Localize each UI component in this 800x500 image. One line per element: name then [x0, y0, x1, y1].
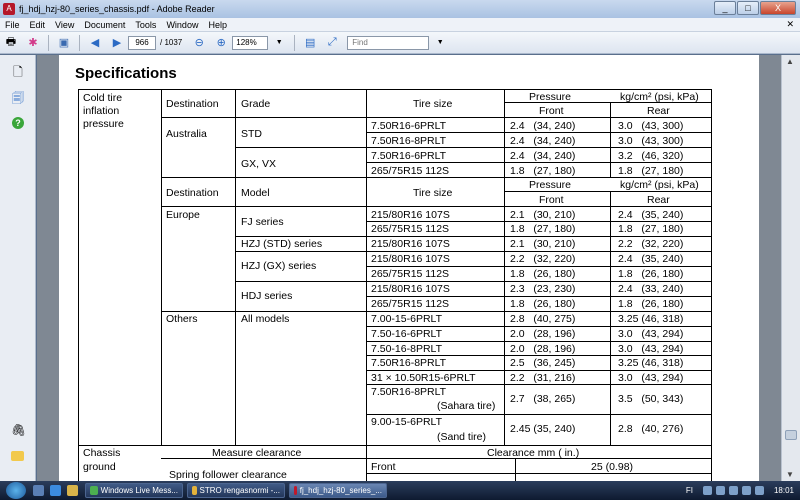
collaborate-icon[interactable]: ✱ — [28, 37, 38, 49]
tire-size: 215/80R16 107S — [371, 283, 450, 295]
table-line — [161, 177, 711, 178]
header-pressure: Pressure — [529, 179, 572, 191]
tire-size: 265/75R15 112S — [371, 268, 450, 280]
tray-app-icon[interactable] — [729, 486, 738, 495]
header-destination: Destination — [166, 98, 219, 110]
scroll-up-icon[interactable]: ▲ — [786, 57, 794, 66]
task-windows-live[interactable] — [85, 483, 183, 498]
rear-pressure: 3.0 (43, 300) — [618, 120, 684, 132]
rear-pressure: 1.8 (27, 180) — [618, 223, 684, 235]
help-icon[interactable]: ? — [12, 117, 24, 129]
rear-pressure: 3.5 (50, 343) — [618, 393, 684, 405]
navigation-pane — [0, 55, 36, 481]
rear-pressure: 2.8 (40, 276) — [618, 423, 684, 435]
spring-follower-label: Spring follower clearance — [169, 469, 287, 481]
comment-icon[interactable] — [11, 451, 24, 461]
rear-pressure: 3.25 (46, 318) — [618, 357, 684, 369]
front-pressure: 1.8 (26, 180) — [510, 298, 576, 310]
toolbar-separator — [48, 35, 49, 51]
network-icon[interactable] — [703, 486, 712, 495]
dest-others: Others — [166, 313, 198, 325]
tire-size: 31 × 10.50R15-6PRLT — [371, 372, 476, 384]
language-indicator[interactable]: FI — [685, 486, 693, 495]
header-unit: kg/cm² (psi, kPa) — [620, 91, 699, 103]
header-unit: kg/cm² (psi, kPa) — [620, 179, 699, 191]
table-border — [78, 89, 711, 90]
clock[interactable]: 18:01 — [773, 486, 794, 495]
menu-file[interactable]: File — [5, 19, 20, 30]
rear-pressure: 3.0 (43, 294) — [618, 343, 684, 355]
menu-help[interactable]: Help — [208, 19, 227, 30]
window-title: fj_hdj_hzj-80_series_chassis.pdf - Adobe Reader — [19, 4, 215, 14]
clearance-unit-header: Clearance mm ( in.) — [487, 447, 580, 459]
task-adobe-reader[interactable] — [289, 483, 387, 498]
system-tray — [686, 486, 800, 495]
table-line — [366, 473, 711, 474]
header-front: Front — [539, 194, 564, 206]
front-pressure: 2.1 (30, 210) — [510, 209, 576, 221]
rear-pressure: 2.2 (32, 220) — [618, 238, 684, 250]
rear-pressure: 3.0 (43, 294) — [618, 372, 684, 384]
cold-tire-label: pressure — [83, 118, 124, 130]
tire-size: 265/75R15 112S — [371, 298, 450, 310]
header-front: Front — [539, 105, 564, 117]
chassis-label: ground — [83, 461, 116, 473]
ie-icon[interactable] — [50, 485, 61, 496]
tire-size: 7.50R16-8PRLT — [371, 135, 447, 147]
bookmarks-icon[interactable]: 🗐 — [12, 90, 24, 105]
front-pressure: 2.0 (28, 196) — [510, 328, 576, 340]
chassis-label: Chassis — [83, 447, 121, 459]
front-pressure: 2.8 (40, 275) — [510, 313, 576, 325]
tire-size: 265/75R15 112S — [371, 165, 450, 177]
rear-pressure: 2.4 (35, 240) — [618, 209, 684, 221]
front-clearance-value: 25 (0.98) — [591, 461, 634, 473]
close-button[interactable]: X — [760, 1, 796, 15]
toolbar — [0, 32, 800, 54]
tire-note: (Sand tire) — [437, 431, 487, 443]
cold-tire-label: Cold tire — [83, 92, 123, 104]
document-close-icon[interactable]: ✕ — [786, 19, 794, 29]
table-line — [235, 236, 711, 237]
dest-australia: Australia — [166, 128, 207, 140]
table-line — [366, 384, 711, 385]
tray-app-icon[interactable] — [755, 486, 764, 495]
fit-width-icon[interactable]: ⤢ — [327, 36, 337, 48]
grade-gxvx: GX, VX — [241, 158, 277, 170]
tire-size: 7.50R16-6PRLT — [371, 120, 447, 132]
table-line — [235, 251, 711, 252]
model-hzj-gx: HZJ (GX) series — [241, 260, 317, 272]
vertical-scrollbar[interactable] — [781, 55, 800, 481]
find-input[interactable]: Find — [347, 36, 429, 50]
header-tire-size: Tire size — [413, 98, 453, 110]
next-page-icon[interactable]: ▶ — [112, 37, 122, 49]
taskbar — [0, 481, 800, 500]
fit-page-icon[interactable]: ▤ — [305, 37, 316, 49]
attachment-icon[interactable]: 🖇 — [11, 423, 27, 437]
rear-pressure: 1.8 (27, 180) — [618, 165, 684, 177]
measure-clearance-header: Measure clearance — [212, 447, 302, 459]
menu-bar — [0, 18, 800, 32]
folder-icon[interactable] — [67, 485, 78, 496]
menu-document[interactable]: Document — [84, 19, 126, 30]
table-line — [610, 102, 611, 177]
pdf-page — [59, 55, 759, 481]
table-line — [161, 206, 711, 207]
toolbar-separator — [79, 35, 80, 51]
front-pressure: 2.4 (34, 240) — [510, 150, 576, 162]
task-stro[interactable] — [187, 483, 285, 498]
table-line — [78, 445, 711, 446]
table-line — [366, 370, 711, 371]
model-hdj: HDJ series — [241, 290, 293, 302]
front-pressure: 1.8 (26, 180) — [510, 268, 576, 280]
front-pressure: 2.2 (31, 216) — [510, 372, 576, 384]
header-rear: Rear — [647, 194, 670, 206]
table-line — [366, 266, 711, 267]
adobe-reader-icon — [294, 486, 297, 495]
table-line — [235, 147, 711, 148]
page-total: / 1037 — [160, 38, 183, 47]
front-pressure: 2.2 (32, 220) — [510, 253, 576, 265]
minimize-button[interactable]: _ — [714, 1, 736, 15]
tire-size: 7.50-16-8PRLT — [371, 343, 443, 355]
rear-pressure: 3.2 (46, 320) — [618, 150, 684, 162]
header-grade: Grade — [241, 98, 271, 110]
header-destination: Destination — [166, 187, 219, 199]
rear-pressure: 1.8 (26, 180) — [618, 298, 684, 310]
tools-dropdown-icon[interactable]: ▣ — [58, 37, 70, 49]
table-line — [610, 191, 611, 445]
menu-edit[interactable]: Edit — [29, 19, 46, 30]
adobe-reader-icon: A — [3, 3, 15, 15]
table-line — [366, 341, 711, 342]
front-pressure: 2.7 (38, 265) — [510, 393, 576, 405]
cold-tire-label: inflation — [83, 105, 120, 117]
rear-pressure: 1.8 (26, 180) — [618, 268, 684, 280]
rear-pressure: 2.4 (35, 240) — [618, 253, 684, 265]
header-model: Model — [241, 187, 270, 199]
tire-size: 7.50R16-8PRLT — [371, 386, 447, 398]
table-line — [366, 414, 711, 415]
front-pressure: 1.8 (27, 180) — [510, 165, 576, 177]
table-line — [161, 117, 711, 118]
start-button[interactable] — [6, 482, 26, 499]
model-fj: FJ series — [241, 216, 284, 228]
table-border — [711, 89, 712, 481]
messenger-icon — [90, 486, 98, 495]
toolbar-separator — [294, 35, 295, 51]
previous-page-icon[interactable]: ◀ — [90, 37, 100, 49]
scroll-down-icon[interactable]: ▼ — [786, 470, 794, 479]
pages-icon[interactable]: 🗋 — [13, 64, 23, 79]
front-pressure: 2.45 (35, 240) — [510, 423, 576, 435]
grade-std: STD — [241, 128, 262, 140]
tire-size: 215/80R16 107S — [371, 253, 450, 265]
tire-size: 7.50-16-6PRLT — [371, 328, 443, 340]
header-rear: Rear — [647, 105, 670, 117]
task-label: fj_hdj_hzj-80_series_... — [299, 486, 382, 495]
front-pressure: 1.8 (27, 180) — [510, 223, 576, 235]
header-tire-size: Tire size — [413, 187, 453, 199]
front-pressure: 2.0 (28, 196) — [510, 343, 576, 355]
front-label: Front — [371, 461, 396, 473]
task-label: Windows Live Mess... — [100, 486, 178, 495]
table-line — [366, 132, 711, 133]
tire-size: 7.50R16-6PRLT — [371, 150, 447, 162]
front-pressure: 2.1 (30, 210) — [510, 238, 576, 250]
tire-size: 265/75R15 112S — [371, 223, 450, 235]
page-heading: Specifications — [75, 65, 177, 82]
table-line — [366, 326, 711, 327]
table-line — [161, 311, 711, 312]
maximize-button[interactable]: □ — [737, 1, 759, 15]
table-line — [235, 281, 711, 282]
scroll-thumb[interactable] — [785, 430, 797, 440]
zoom-in-icon[interactable]: ⊕ — [216, 37, 226, 49]
rear-pressure: 3.0 (43, 300) — [618, 135, 684, 147]
table-line — [366, 221, 711, 222]
table-line — [515, 458, 516, 481]
model-all: All models — [241, 313, 290, 325]
table-line — [366, 296, 711, 297]
menu-view[interactable]: View — [55, 19, 75, 30]
firefox-icon — [192, 486, 197, 495]
table-line — [366, 355, 711, 356]
rear-pressure: 2.4 (33, 240) — [618, 283, 684, 295]
table-line — [366, 162, 711, 163]
page-number-input[interactable]: 966 — [128, 36, 156, 50]
menu-window[interactable]: Window — [166, 19, 199, 30]
zoom-out-icon[interactable]: ⊖ — [194, 37, 204, 49]
table-line — [504, 191, 711, 192]
front-pressure: 2.4 (34, 240) — [510, 120, 576, 132]
rear-pressure: 3.25 (46, 318) — [618, 313, 684, 325]
chevron-down-icon[interactable]: ▼ — [275, 39, 283, 46]
tire-size: 215/80R16 107S — [371, 238, 450, 250]
tire-size: 7.00-15-6PRLT — [371, 313, 443, 325]
window-title-bar — [0, 0, 800, 18]
table-line — [504, 89, 505, 445]
model-hzj-std: HZJ (STD) series — [241, 238, 323, 250]
tire-size: 7.50R16-8PRLT — [371, 357, 447, 369]
document-view[interactable] — [37, 55, 781, 481]
chevron-down-icon[interactable]: ▼ — [436, 39, 444, 46]
show-desktop-icon[interactable] — [33, 485, 44, 496]
front-pressure: 2.4 (34, 240) — [510, 135, 576, 147]
front-pressure: 2.5 (36, 245) — [510, 357, 576, 369]
dest-europe: Europe — [166, 209, 200, 221]
table-line — [235, 89, 236, 445]
table-border — [78, 89, 79, 481]
tire-size: 9.00-15-6PRLT — [371, 416, 443, 428]
header-pressure: Pressure — [529, 91, 572, 103]
task-label: STRO rengasnormi -... — [199, 486, 280, 495]
tray-app-icon[interactable] — [742, 486, 751, 495]
table-line — [161, 89, 162, 445]
front-pressure: 2.3 (23, 230) — [510, 283, 576, 295]
rear-pressure: 3.0 (43, 294) — [618, 328, 684, 340]
print-icon[interactable]: 🖶 — [5, 36, 17, 48]
tire-size: 215/80R16 107S — [371, 209, 450, 221]
zoom-select[interactable]: 128% — [232, 36, 268, 50]
menu-tools[interactable]: Tools — [135, 19, 157, 30]
volume-icon[interactable] — [716, 486, 725, 495]
tire-note: (Sahara tire) — [437, 400, 496, 412]
